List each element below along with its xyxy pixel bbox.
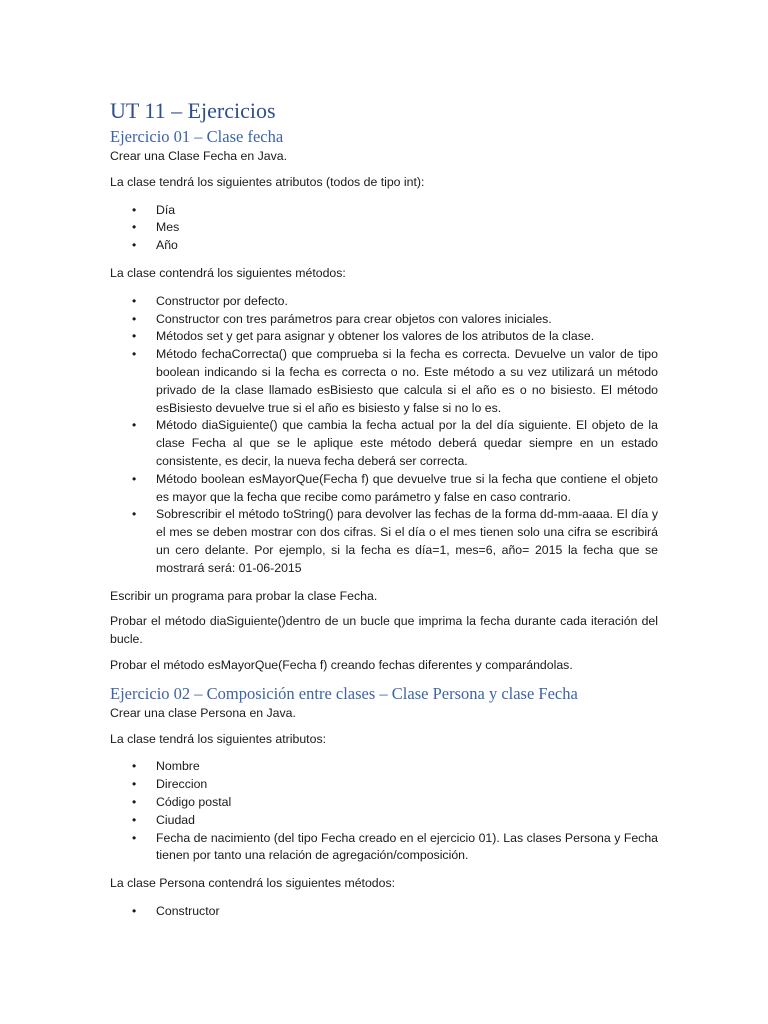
bullet-icon: • — [132, 293, 137, 308]
exercise-01-intro: Crear una Clase Fecha en Java. — [110, 149, 288, 163]
exercise-02-heading: Ejercicio 02 – Composición entre clases – Clase Persona y clase Fecha — [110, 683, 578, 703]
exercise-01-methods-list — [110, 293, 658, 578]
list-item: • Ciudad — [110, 812, 658, 830]
exercise-01-heading: Ejercicio 01 – Clase fecha — [110, 127, 284, 146]
list-item: • Fecha de nacimiento (del tipo Fecha creado en el ejercicio 01). Las clases Persona y Fecha tienen por tanto una relación de agregación/composición. — [132, 830, 658, 863]
list-item: • Día — [110, 202, 658, 220]
list-item: • Método boolean esMayorQue(Fecha f) que devuelve true si la fecha que contiene el objeto es mayor que la fecha que recibe como parámetro y false en caso contrario. — [132, 471, 658, 504]
bullet-icon: • — [132, 794, 137, 809]
bullet-icon: • — [132, 347, 137, 362]
exercise-01-methods-intro: La clase contendrá los siguientes métodos: — [110, 265, 346, 280]
bullet-icon: • — [132, 471, 137, 486]
list-item: • Constructor por defecto. — [110, 293, 658, 311]
bullet-icon: • — [132, 507, 137, 522]
exercise-02-methods-intro: La clase Persona contendrá los siguientes métodos: — [110, 876, 396, 891]
document-title: UT 11 – Ejercicios — [110, 98, 276, 123]
exercise-01-attributes-list — [110, 202, 658, 255]
list-item: • Sobrescribir el método toString() para devolver las fechas de la forma dd-mm-aaaa. El día y el mes se deben mostrar con dos cifras. Si el día o el mes tienen solo una cifra se escribirá un cero delante. Por ejemplo, si la fecha es día=1, mes=6, año= 2015 la fecha que se mostrará será: 01-06-2015 — [132, 507, 658, 575]
exercise-02-methods-list — [110, 903, 658, 921]
list-item: • Método diaSiguiente() que cambia la fecha actual por la del día siguiente. El objeto de la clase Fecha al que se le aplique este método deberá quedar siempre en un estado consistente, es decir, la nueva fecha deberá ser correcta. — [132, 418, 658, 468]
bullet-icon: • — [132, 238, 137, 253]
exercise-02-intro: Crear una clase Persona en Java. — [110, 705, 296, 720]
exercise-01-attributes-intro: La clase tendrá los siguientes atributos (todos de tipo int): — [110, 174, 425, 189]
list-item: • Direccion — [110, 776, 658, 794]
list-item: • Código postal — [110, 794, 658, 812]
exercise-02-attributes-list — [110, 758, 658, 865]
exercise-01-test-1: Probar el método diaSiguiente()dentro de un bucle que imprima la fecha durante cada iteración del bucle. — [110, 614, 658, 647]
bullet-icon: • — [132, 311, 137, 326]
exercise-01-program: Escribir un programa para probar la clase Fecha. — [110, 588, 378, 603]
list-item: • Año — [110, 237, 658, 255]
bullet-icon: • — [132, 777, 137, 792]
bullet-icon: • — [132, 418, 137, 433]
list-item: • Nombre — [110, 758, 658, 776]
bullet-icon: • — [132, 759, 137, 774]
bullet-icon: • — [132, 329, 137, 344]
bullet-icon: • — [132, 830, 137, 845]
bullet-icon: • — [132, 202, 137, 217]
exercise-01-test-2: Probar el método esMayorQue(Fecha f) creando fechas diferentes y comparándolas. — [110, 657, 573, 672]
list-item: • Constructor — [110, 903, 658, 921]
list-item: • Mes — [110, 219, 658, 237]
bullet-icon: • — [132, 903, 137, 918]
bullet-icon: • — [132, 220, 137, 235]
bullet-icon: • — [132, 812, 137, 827]
list-item: • Método fechaCorrecta() que comprueba si la fecha es correcta. Devuelve un valor de tipo boolean indicando si la fecha es correcta o no. Este método a su vez utilizará un método privado de la clase llamado esBisiesto que calcula si el año es o no bisiesto. El método esBisiesto devuelve true si el año es bisiesto y false si no lo es. — [132, 347, 658, 415]
exercise-02-attributes-intro: La clase tendrá los siguientes atributos: — [110, 731, 327, 746]
list-item: • Constructor con tres parámetros para crear objetos con valores iniciales. — [110, 311, 658, 329]
document-page — [110, 96, 658, 921]
list-item: • Métodos set y get para asignar y obtener los valores de los atributos de la clase. — [110, 328, 658, 346]
